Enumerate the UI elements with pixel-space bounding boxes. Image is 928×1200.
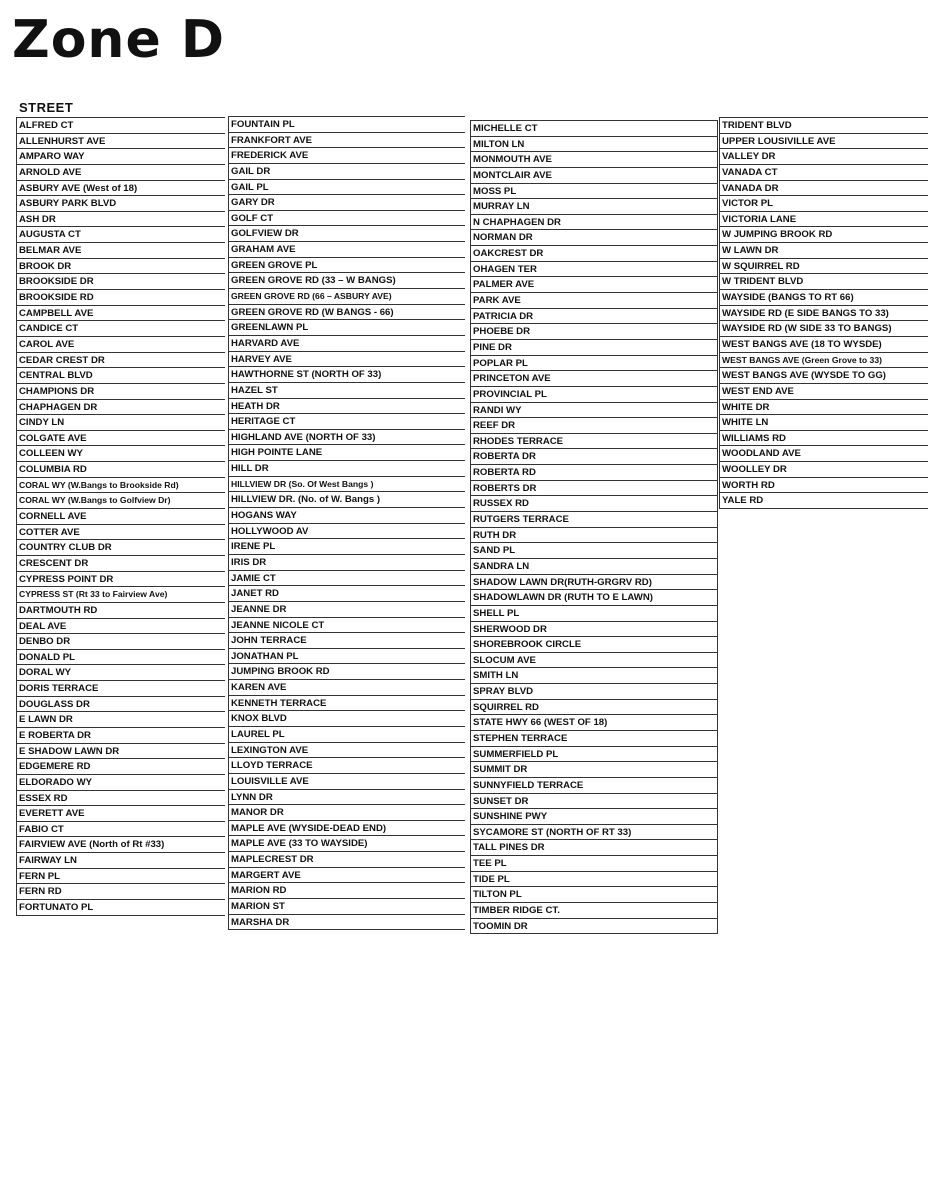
street-row: MARGERT AVE [229,868,465,884]
street-row: RANDI WY [471,403,717,419]
street-row: KENNETH TERRACE [229,696,465,712]
street-row: STATE HWY 66 (WEST OF 18) [471,715,717,731]
street-row: PINE DR [471,340,717,356]
street-row: SANDRA LN [471,559,717,575]
street-row: SMITH LN [471,668,717,684]
street-row: ARNOLD AVE [17,165,225,181]
street-row: ELDORADO WY [17,775,225,791]
street-row: NORMAN DR [471,230,717,246]
street-row: E ROBERTA DR [17,728,225,744]
street-row: FREDERICK AVE [229,148,465,164]
street-row: BROOKSIDE DR [17,274,225,290]
street-row: MAPLECREST DR [229,852,465,868]
street-row: CENTRAL BLVD [17,368,225,384]
street-row: MARION ST [229,899,465,915]
street-row: JAMIE CT [229,571,465,587]
street-row: EDGEMERE RD [17,759,225,775]
street-row: WHITE DR [720,400,928,416]
street-row: PRINCETON AVE [471,371,717,387]
street-row: ROBERTS DR [471,481,717,497]
street-row: HILLVIEW DR (So. Of West Bangs ) [229,477,465,493]
street-row: COLGATE AVE [17,431,225,447]
street-row: GREEN GROVE RD (33 – W BANGS) [229,273,465,289]
street-row: UPPER LOUSIVILLE AVE [720,134,928,150]
street-row: SLOCUM AVE [471,653,717,669]
street-row: TEE PL [471,856,717,872]
street-row: JANET RD [229,586,465,602]
street-row: CHAMPIONS DR [17,384,225,400]
street-row: VICTORIA LANE [720,212,928,228]
street-row: MOSS PL [471,184,717,200]
street-row: CAROL AVE [17,337,225,353]
street-row: KAREN AVE [229,680,465,696]
street-row: CRESCENT DR [17,556,225,572]
street-row: MAPLE AVE (WYSIDE-DEAD END) [229,821,465,837]
street-row: GREENLAWN PL [229,320,465,336]
street-row: JONATHAN PL [229,649,465,665]
street-row: PATRICIA DR [471,309,717,325]
street-row: GOLF CT [229,211,465,227]
street-row: IRIS DR [229,555,465,571]
street-row: W LAWN DR [720,243,928,259]
street-row: RUTGERS TERRACE [471,512,717,528]
street-row: VICTOR PL [720,196,928,212]
street-row: WOOLLEY DR [720,462,928,478]
street-row: LEXINGTON AVE [229,743,465,759]
street-row: SHADOW LAWN DR(RUTH-GRGRV RD) [471,575,717,591]
street-row: YALE RD [720,493,928,509]
street-row: DONALD PL [17,650,225,666]
street-row: CHAPHAGEN DR [17,400,225,416]
street-row: ALLENHURST AVE [17,134,225,150]
street-row: FERN PL [17,869,225,885]
street-row: FABIO CT [17,822,225,838]
street-row: BELMAR AVE [17,243,225,259]
street-row: GRAHAM AVE [229,242,465,258]
street-row: W JUMPING BROOK RD [720,227,928,243]
street-row: HEATH DR [229,399,465,415]
street-row: COLLEEN WY [17,446,225,462]
street-row: ROBERTA RD [471,465,717,481]
street-row: SHERWOOD DR [471,622,717,638]
street-row: MARSHA DR [229,915,465,931]
street-row: PHOEBE DR [471,324,717,340]
street-row: MONMOUTH AVE [471,152,717,168]
street-row: HAZEL ST [229,383,465,399]
street-row: POPLAR PL [471,356,717,372]
street-row: DORIS TERRACE [17,681,225,697]
street-row: MONTCLAIR AVE [471,168,717,184]
street-row: MARION RD [229,883,465,899]
street-row: CINDY LN [17,415,225,431]
street-row: SHELL PL [471,606,717,622]
street-row: W SQUIRREL RD [720,259,928,275]
street-row: SUMMIT DR [471,762,717,778]
street-row: WEST BANGS AVE (WYSDE TO GG) [720,368,928,384]
street-row: CORAL WY (W.Bangs to Golfview Dr) [17,493,225,509]
street-row: PALMER AVE [471,277,717,293]
street-row: WEST BANGS AVE (18 TO WYSDE) [720,337,928,353]
street-row: VALLEY DR [720,149,928,165]
street-row: LYNN DR [229,790,465,806]
street-row: SHOREBROOK CIRCLE [471,637,717,653]
street-row: MAPLE AVE (33 TO WAYSIDE) [229,836,465,852]
street-row: HARVEY AVE [229,352,465,368]
street-row: ASBURY AVE (West of 18) [17,181,225,197]
street-column-4 [719,117,928,509]
street-row: HAWTHORNE ST (NORTH OF 33) [229,367,465,383]
street-row: TOOMIN DR [471,919,717,935]
street-row: DORAL WY [17,665,225,681]
street-row: CORAL WY (W.Bangs to Brookside Rd) [17,478,225,494]
street-row: GREEN GROVE RD (W BANGS - 66) [229,305,465,321]
street-row: SUNSET DR [471,794,717,810]
street-row: FERN RD [17,884,225,900]
street-row: MICHELLE CT [471,121,717,137]
street-row: AMPARO WAY [17,149,225,165]
street-row: GOLFVIEW DR [229,226,465,242]
street-row: PARK AVE [471,293,717,309]
street-row: N CHAPHAGEN DR [471,215,717,231]
street-row: LOUISVILLE AVE [229,774,465,790]
street-row: OAKCREST DR [471,246,717,262]
street-row: EVERETT AVE [17,806,225,822]
street-row: GREEN GROVE PL [229,258,465,274]
street-row: TALL PINES DR [471,840,717,856]
street-row: MILTON LN [471,137,717,153]
street-column-1 [16,117,225,916]
street-row: ALFRED CT [17,118,225,134]
street-row: MANOR DR [229,805,465,821]
street-row: BROOK DR [17,259,225,275]
street-row: PROVINCIAL PL [471,387,717,403]
street-row: WILLIAMS RD [720,431,928,447]
street-row: WAYSIDE RD (E SIDE BANGS TO 33) [720,306,928,322]
street-column-header: STREET [19,100,74,115]
street-row: IRENE PL [229,539,465,555]
street-row: SUMMERFIELD PL [471,747,717,763]
street-row: CYPRESS ST (Rt 33 to Fairview Ave) [17,587,225,603]
street-row: HOLLYWOOD AV [229,524,465,540]
street-row: WORTH RD [720,478,928,494]
street-row: RUSSEX RD [471,496,717,512]
street-row: JEANNE DR [229,602,465,618]
street-row: SAND PL [471,543,717,559]
street-row: RHODES TERRACE [471,434,717,450]
street-row: ESSEX RD [17,791,225,807]
street-row: ASH DR [17,212,225,228]
street-row: DOUGLASS DR [17,697,225,713]
street-row: WAYSIDE (BANGS TO RT 66) [720,290,928,306]
street-row: SHADOWLAWN DR (RUTH TO E LAWN) [471,590,717,606]
street-row: HARVARD AVE [229,336,465,352]
street-row: SQUIRREL RD [471,700,717,716]
street-row: HIGHLAND AVE (NORTH OF 33) [229,430,465,446]
street-row: HIGH POINTE LANE [229,445,465,461]
street-row: HOGANS WAY [229,508,465,524]
street-row: REEF DR [471,418,717,434]
street-row: STEPHEN TERRACE [471,731,717,747]
street-row: DENBO DR [17,634,225,650]
street-row: CANDICE CT [17,321,225,337]
page-title: Zone D [12,10,225,70]
street-row: FAIRWAY LN [17,853,225,869]
street-row: JUMPING BROOK RD [229,664,465,680]
street-row: GARY DR [229,195,465,211]
street-row: MURRAY LN [471,199,717,215]
street-row: SUNNYFIELD TERRACE [471,778,717,794]
street-row: DEAL AVE [17,619,225,635]
street-row: ASBURY PARK BLVD [17,196,225,212]
street-row: AUGUSTA CT [17,227,225,243]
street-row: SPRAY BLVD [471,684,717,700]
street-row: FRANKFORT AVE [229,133,465,149]
street-row: JOHN TERRACE [229,633,465,649]
street-row: KNOX BLVD [229,711,465,727]
street-row: TIMBER RIDGE CT. [471,903,717,919]
street-row: COUNTRY CLUB DR [17,540,225,556]
street-row: JEANNE NICOLE CT [229,618,465,634]
street-row: LLOYD TERRACE [229,758,465,774]
street-row: FORTUNATO PL [17,900,225,916]
street-column-3 [470,120,718,934]
street-row: DARTMOUTH RD [17,603,225,619]
street-row: W TRIDENT BLVD [720,274,928,290]
street-row: CYPRESS POINT DR [17,572,225,588]
street-row: CAMPBELL AVE [17,306,225,322]
street-row: WOODLAND AVE [720,446,928,462]
street-row: CORNELL AVE [17,509,225,525]
street-row: FAIRVIEW AVE (North of Rt #33) [17,837,225,853]
street-row: TILTON PL [471,887,717,903]
street-row: TRIDENT BLVD [720,118,928,134]
street-row: WAYSIDE RD (W SIDE 33 TO BANGS) [720,321,928,337]
street-column-2 [228,116,465,930]
street-row: LAUREL PL [229,727,465,743]
street-row: RUTH DR [471,528,717,544]
street-row: HILL DR [229,461,465,477]
street-row: VANADA CT [720,165,928,181]
street-row: GAIL PL [229,180,465,196]
street-row: COTTER AVE [17,525,225,541]
street-row: WEST END AVE [720,384,928,400]
street-row: COLUMBIA RD [17,462,225,478]
street-row: TIDE PL [471,872,717,888]
street-row: HILLVIEW DR. (No. of W. Bangs ) [229,492,465,508]
street-row: CEDAR CREST DR [17,353,225,369]
street-row: VANADA DR [720,181,928,197]
street-row: WEST BANGS AVE (Green Grove to 33) [720,353,928,369]
street-row: GAIL DR [229,164,465,180]
street-row: E LAWN DR [17,712,225,728]
street-row: OHAGEN TER [471,262,717,278]
street-row: BROOKSIDE RD [17,290,225,306]
street-row: ROBERTA DR [471,449,717,465]
street-row: GREEN GROVE RD (66 – ASBURY AVE) [229,289,465,305]
street-row: HERITAGE CT [229,414,465,430]
street-row: SYCAMORE ST (NORTH OF RT 33) [471,825,717,841]
street-row: WHITE LN [720,415,928,431]
street-row: FOUNTAIN PL [229,117,465,133]
street-row: E SHADOW LAWN DR [17,744,225,760]
street-row: SUNSHINE PWY [471,809,717,825]
